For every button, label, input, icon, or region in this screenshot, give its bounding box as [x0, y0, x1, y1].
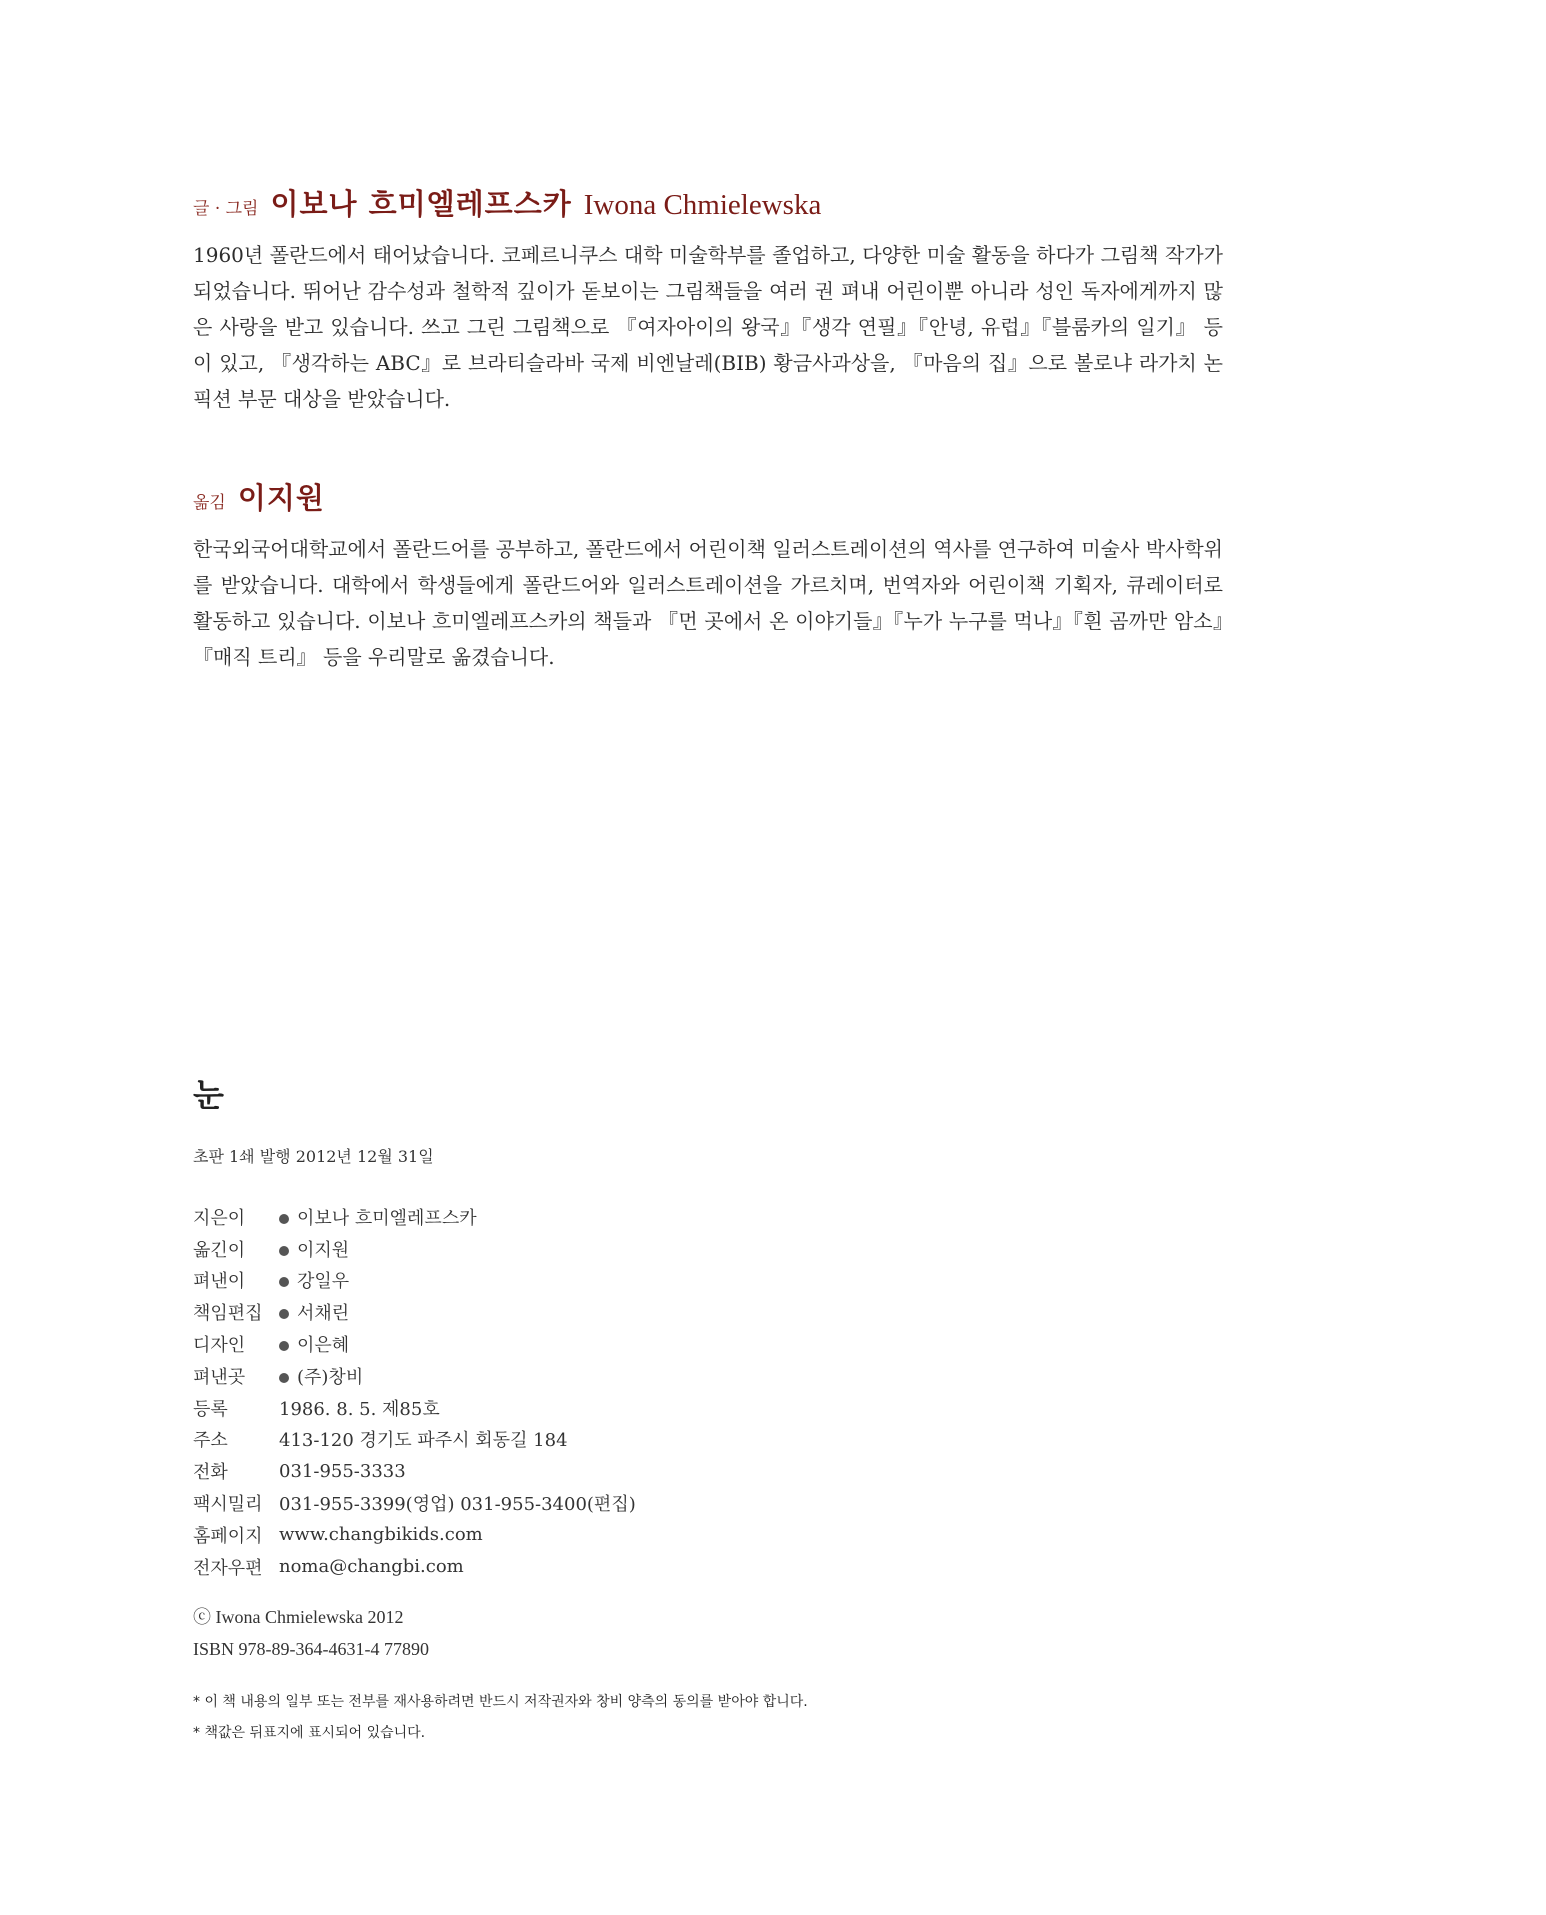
author-bio-section	[193, 182, 1223, 417]
credit-row	[193, 1296, 636, 1328]
credit-value: (주)창비	[297, 1366, 364, 1388]
translator-name-korean: 이지원	[237, 481, 325, 515]
credit-row	[193, 1551, 636, 1583]
credit-row	[193, 1265, 636, 1297]
credit-value-cell	[279, 1201, 636, 1233]
bullet-icon	[279, 1246, 289, 1256]
credit-label: 주소	[193, 1430, 228, 1452]
author-name-english: Iwona Chmielewska	[583, 189, 822, 221]
credit-row	[193, 1201, 636, 1233]
bullet-icon	[279, 1373, 289, 1383]
credit-label: 홈페이지	[193, 1525, 263, 1547]
credit-label: 펴낸이	[193, 1271, 246, 1293]
copyright-block	[193, 1601, 993, 1665]
credit-label: 등록	[193, 1398, 228, 1420]
credit-label: 옮긴이	[193, 1239, 246, 1261]
credit-label: 책임편집	[193, 1303, 263, 1325]
edition-line: 초판 1쇄 발행 2012년 12월 31일	[193, 1147, 434, 1166]
credit-row	[193, 1519, 636, 1551]
isbn-line: ISBN 978-89-364-4631-4 77890	[193, 1638, 429, 1659]
author-heading	[193, 182, 1223, 223]
translator-bio-section	[193, 476, 1223, 675]
credit-value-cell	[279, 1455, 636, 1487]
bullet-icon	[279, 1277, 289, 1287]
credit-value: 이지원	[297, 1239, 350, 1261]
credit-row	[193, 1392, 636, 1424]
credit-value: 이은혜	[297, 1335, 350, 1357]
credit-label: 지은이	[193, 1207, 246, 1229]
credit-value: 이보나 흐미엘레프스카	[297, 1207, 477, 1229]
credit-value: 031-955-3333	[279, 1460, 406, 1482]
credit-value: 서채린	[297, 1303, 350, 1325]
notes-block	[193, 1687, 993, 1749]
credit-row	[193, 1487, 636, 1519]
credit-value-cell	[279, 1424, 636, 1456]
credit-value-cell	[279, 1296, 636, 1328]
credit-value: 031-955-3399(영업) 031-955-3400(편집)	[279, 1494, 636, 1516]
credit-value-cell	[279, 1487, 636, 1519]
credit-value: 413-120 경기도 파주시 회동길 184	[279, 1430, 568, 1452]
author-role: 글 · 그림	[193, 199, 259, 219]
credit-value-cell	[279, 1551, 636, 1583]
bullet-icon	[279, 1309, 289, 1319]
translator-heading	[193, 476, 1223, 517]
credit-row	[193, 1424, 636, 1456]
note-price: * 책값은 뒤표지에 표시되어 있습니다.	[193, 1724, 426, 1741]
credit-row	[193, 1233, 636, 1265]
author-name-korean: 이보나 흐미엘레프스카	[270, 187, 572, 221]
credit-label: 디자인	[193, 1335, 246, 1357]
author-bio-text: 1960년 폴란드에서 태어났습니다. 코페르니쿠스 대학 미술학부를 졸업하고, 다양한 미술 활동을 하다가 그림책 작가가 되었습니다. 뛰어난 감수성과 철학적 깊이가 돋보이는 그림책들을 여러 권 펴내 어린이뿐 아니라 성인 독자에게까지 많은 사랑을 받고 있습니다. 쓰고 그린 그림책으로 『여자아이의 왕국』『생각 연필』『안녕, 유럽』『블룸카의 일기』 등이 있고, 『생각하는 ABC』로 브라티슬라바 국제 비엔날레(BIB) 황금사과상을, 『마음의 집』으로 볼로냐 라가치 논픽션 부문 대상을 받았습니다.	[193, 243, 1223, 411]
credit-value-cell	[279, 1328, 636, 1360]
credit-label: 전화	[193, 1462, 228, 1484]
bullet-icon	[279, 1341, 289, 1351]
credit-value-cell	[279, 1265, 636, 1297]
credit-value-cell	[279, 1519, 636, 1551]
translator-role: 옮김	[193, 493, 226, 513]
note-reuse: * 이 책 내용의 일부 또는 전부를 재사용하려면 반드시 저작권자와 창비 양측의 동의를 받아야 합니다.	[193, 1693, 808, 1710]
bullet-icon	[279, 1214, 289, 1224]
credit-label: 팩시밀리	[193, 1494, 263, 1516]
credit-label: 펴낸곳	[193, 1366, 246, 1388]
credit-row	[193, 1328, 636, 1360]
credits-table	[193, 1201, 636, 1583]
colophon	[193, 1070, 993, 1749]
credit-row	[193, 1455, 636, 1487]
credit-value: 1986. 8. 5. 제85호	[279, 1398, 440, 1420]
credit-value: www.changbikids.com	[279, 1524, 483, 1546]
credit-value-cell	[279, 1392, 636, 1424]
copyright-line: ⓒ Iwona Chmielewska 2012	[193, 1606, 404, 1627]
credit-value: 강일우	[297, 1271, 350, 1293]
credit-value: noma@changbi.com	[279, 1556, 464, 1578]
translator-bio-text: 한국외국어대학교에서 폴란드어를 공부하고, 폴란드에서 어린이책 일러스트레이션의 역사를 연구하여 미술사 박사학위를 받았습니다. 대학에서 학생들에게 폴란드어와 일러스트레이션을 가르치며, 번역자와 어린이책 기획자, 큐레이터로 활동하고 있습니다. 이보나 흐미엘레프스카의 책들과 『먼 곳에서 온 이야기들』『누가 누구를 먹나』『흰 곰까만 암소』『매직 트리』 등을 우리말로 옮겼습니다.	[193, 537, 1223, 669]
credit-value-cell	[279, 1360, 636, 1392]
credit-value-cell	[279, 1233, 636, 1265]
credit-label: 전자우편	[193, 1557, 263, 1579]
book-title: 눈	[193, 1076, 224, 1114]
credit-row	[193, 1360, 636, 1392]
